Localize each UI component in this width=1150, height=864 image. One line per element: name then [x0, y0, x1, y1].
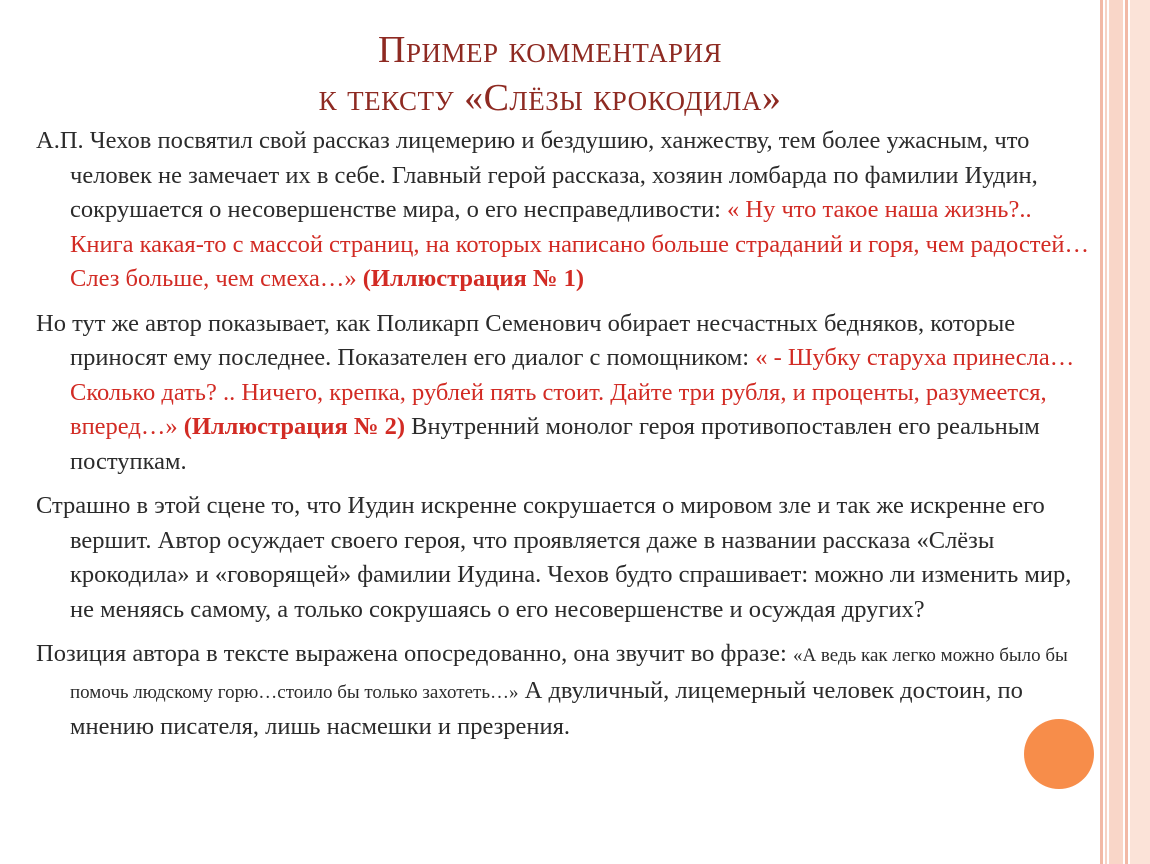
- paragraph-3-text: Страшно в этой сцене то, что Иудин искренне сокрушается о мировом зле и так же искренне его вершит. Автор осуждает своего героя, что проявляется даже в названии рассказа «Слёзы крокодила» и «говорящей» фамилии Иудина. Чехов будто спрашивает: можно ли изменить мир, не меняясь самому, а только сокрушаясь о его несовершенстве и осуждая других?: [36, 492, 1072, 623]
- quote-2: « - Шубку старуха принесла…Сколько дать? .. Ничего, крепка, рублей пять стоит. Дайте три рубля, и проценты, разумеется, вперед…»: [70, 344, 1075, 440]
- stripe: [1105, 0, 1107, 864]
- stripe: [1109, 0, 1123, 864]
- illustration-ref-2: (Иллюстрация № 2): [183, 413, 405, 440]
- paragraph-4-tail: А двуличный, лицемерный человек достоин, по мнению писателя, лишь насмешки и презрения.: [70, 676, 1023, 740]
- stripe: [1100, 0, 1103, 864]
- decorative-stripes: [1100, 0, 1150, 864]
- slide-body: [36, 124, 1096, 755]
- stripe: [1130, 0, 1150, 864]
- paragraph-4-text: Позиция автора в тексте выражена опосредованно, она звучит во фразе:: [36, 640, 793, 667]
- stripe: [1125, 0, 1128, 864]
- quote-1: « Ну что такое наша жизнь?.. Книга какая-то с массой страниц, на которых написано больше страданий и горя, чем радостей… Слез больше, чем смеха…»: [70, 196, 1089, 292]
- illustration-ref-1: (Иллюстрация № 1): [362, 265, 585, 292]
- slide-title: [30, 26, 1070, 122]
- paragraph-4: [36, 637, 1096, 745]
- paragraph-1-text: А.П. Чехов посвятил свой рассказ лицемерию и бездушию, ханжеству, тем более ужасным, что человек не замечает их в себе. Главный герой рассказа, хозяин ломбарда по фамилии Иудин, сокрушается о несовершенстве мира, о его несправедливости:: [36, 127, 1038, 223]
- paragraph-2-tail: Внутренний монолог героя противопоставлен его реальным поступкам.: [70, 413, 1040, 475]
- decorative-orange-circle: [1024, 719, 1094, 789]
- paragraph-2-text: Но тут же автор показывает, как Поликарп Семенович обирает несчастных бедняков, которые приносят ему последнее. Показателен его диалог с помощником:: [36, 309, 1016, 371]
- paragraph-1: [36, 124, 1096, 297]
- paragraph-3: [36, 489, 1096, 627]
- title-line-1: Пример комментария: [378, 29, 722, 71]
- quote-3: «А ведь как легко можно было бы помочь людскому горю…стоило бы только захотеть…»: [70, 645, 1068, 703]
- paragraph-2: [36, 307, 1096, 480]
- title-line-2: к тексту «Слёзы крокодила»: [318, 77, 782, 119]
